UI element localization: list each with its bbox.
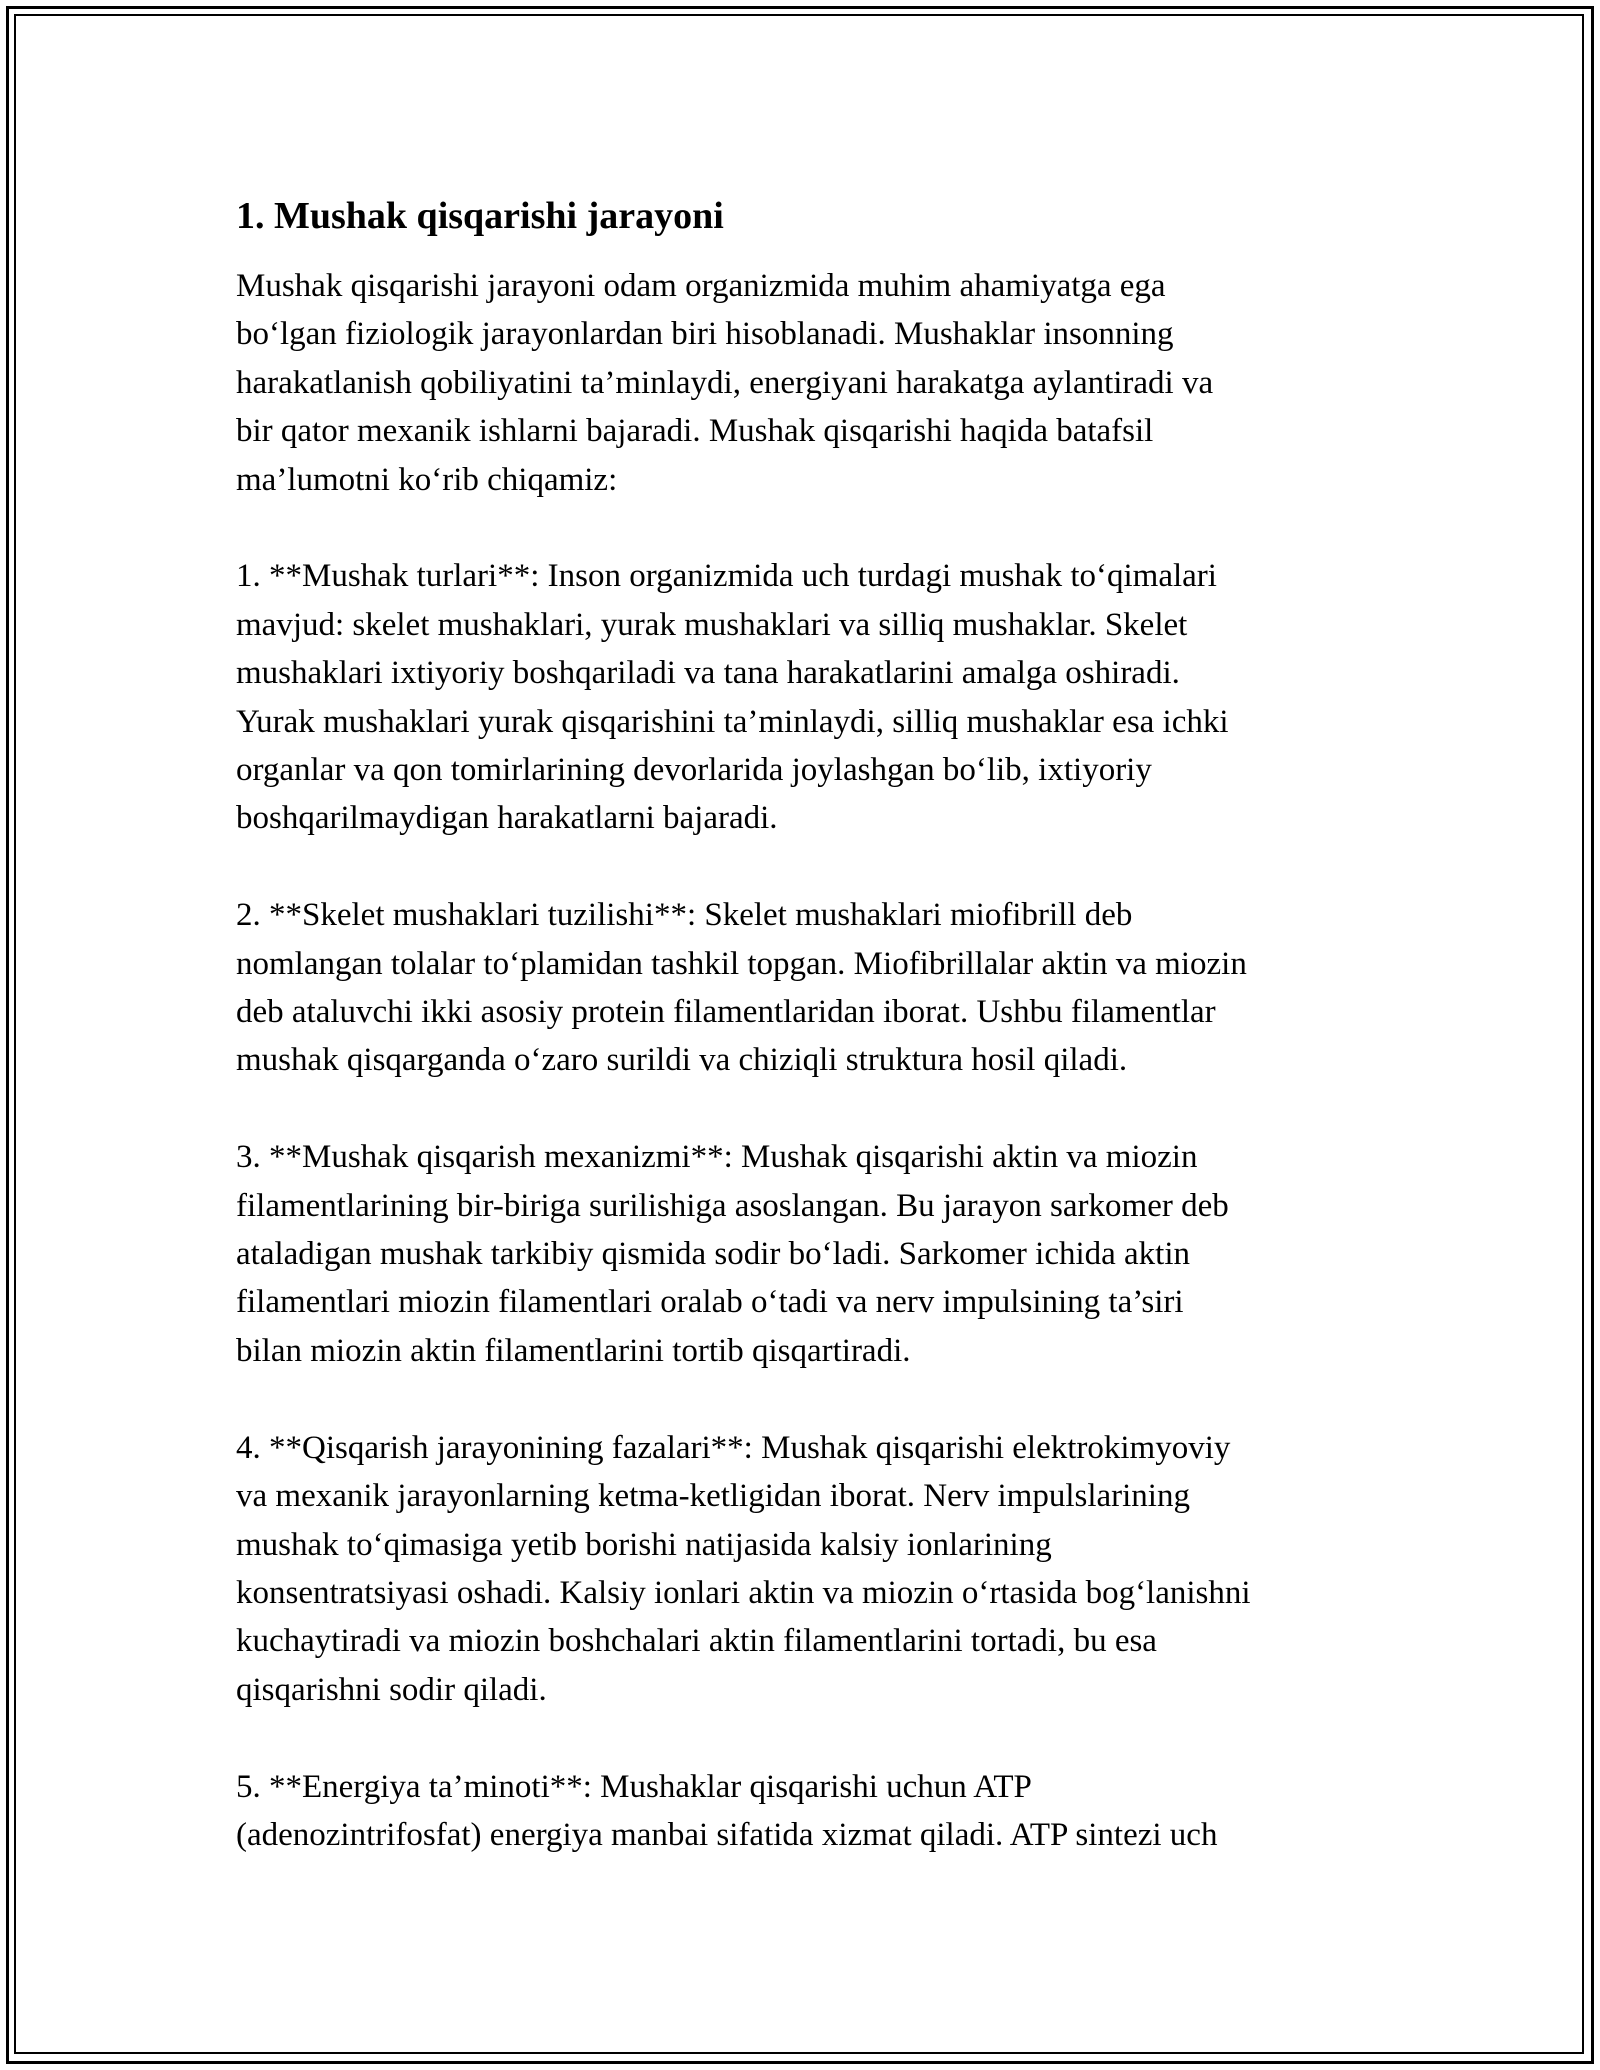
paragraph-gap (236, 504, 1386, 552)
text-line: filamentlari miozin filamentlari oralab o‘tadi va nerv impulsining ta’siri (236, 1284, 1184, 1321)
paragraph-gap (236, 1375, 1386, 1423)
paragraph-gap (236, 1714, 1386, 1762)
paragraph (236, 552, 1386, 842)
text-line: bilan miozin aktin filamentlarini tortib qisqartiradi. (236, 1332, 911, 1369)
text-line: qisqarishni sodir qiladi. (236, 1671, 547, 1708)
text-line: ataladigan mushak tarkibiy qismida sodir bo‘ladi. Sarkomer ichida aktin (236, 1236, 1191, 1273)
paragraph-gap (236, 843, 1386, 891)
text-line: filamentlarining bir-biriga surilishiga asoslangan. Bu jarayon sarkomer deb (236, 1187, 1229, 1224)
text-line: 5. **Energiya ta’minoti**: Mushaklar qisqarishi uchun ATP (236, 1768, 1032, 1805)
paragraph (236, 1763, 1386, 1860)
text-line: harakatlanish qobiliyatini ta’minlaydi, energiyani harakatga aylantiradi va (236, 364, 1214, 401)
text-line: 2. **Skelet mushaklari tuzilishi**: Skelet mushaklari miofibrill deb (236, 897, 1133, 934)
paragraph (236, 891, 1386, 1085)
text-line: nomlangan tolalar to‘plamidan tashkil topgan. Miofibrillalar aktin va miozin (236, 945, 1247, 982)
section-heading: 1. Mushak qisqarishi jarayoni (236, 195, 724, 237)
text-line: Yurak mushaklari yurak qisqarishini ta’minlaydi, silliq mushaklar esa ichki (236, 703, 1229, 740)
text-line: bo‘lgan fiziologik jarayonlardan biri hisoblanadi. Mushaklar insonning (236, 316, 1174, 353)
text-line: mushak to‘qimasiga yetib borishi natijasida kalsiy ionlarining (236, 1526, 1052, 1563)
text-line: va mexanik jarayonlarning ketma-ketligidan iborat. Nerv impulslarining (236, 1478, 1190, 1515)
text-line: mushak qisqarganda o‘zaro surildi va chiziqli struktura hosil qiladi. (236, 1042, 1128, 1079)
paragraph-gap (236, 1085, 1386, 1133)
text-line: deb ataluvchi ikki asosiy protein filamentlaridan iborat. Ushbu filamentlar (236, 994, 1216, 1031)
paragraph-list (236, 262, 1386, 1859)
text-line: 3. **Mushak qisqarish mexanizmi**: Mushak qisqarishi aktin va miozin (236, 1139, 1198, 1176)
paragraph (236, 262, 1386, 504)
text-line: 4. **Qisqarish jarayonining fazalari**: Mushak qisqarishi elektrokimyoviy (236, 1429, 1231, 1466)
paragraph (236, 1424, 1386, 1714)
text-line: organlar va qon tomirlarining devorlarida joylashgan bo‘lib, ixtiyoriy (236, 752, 1152, 789)
text-line: konsentratsiyasi oshadi. Kalsiy ionlari aktin va miozin o‘rtasida bog‘lanishni (236, 1574, 1251, 1611)
text-line: Mushak qisqarishi jarayoni odam organizmida muhim ahamiyatga ega (236, 268, 1166, 304)
paragraph (236, 1133, 1386, 1375)
text-line: bir qator mexanik ishlarni bajaradi. Mushak qisqarishi haqida batafsil (236, 413, 1154, 450)
text-line: (adenozintrifosfat) energiya manbai sifatida xizmat qiladi. ATP sintezi uch (236, 1816, 1218, 1853)
text-line: boshqarilmaydigan harakatlarni bajaradi. (236, 800, 778, 837)
text-line: ma’lumotni ko‘rib chiqamiz: (236, 461, 618, 498)
document-body (236, 188, 1386, 1859)
text-line: kuchaytiradi va miozin boshchalari aktin filamentlarini tortadi, bu esa (236, 1623, 1157, 1660)
text-line: mavjud: skelet mushaklari, yurak mushaklari va silliq mushaklar. Skelet (236, 606, 1188, 643)
text-line: 1. **Mushak turlari**: Inson organizmida uch turdagi mushak to‘qimalari (236, 558, 1217, 595)
text-line: mushaklari ixtiyoriy boshqariladi va tana harakatlarini amalga oshiradi. (236, 655, 1180, 692)
